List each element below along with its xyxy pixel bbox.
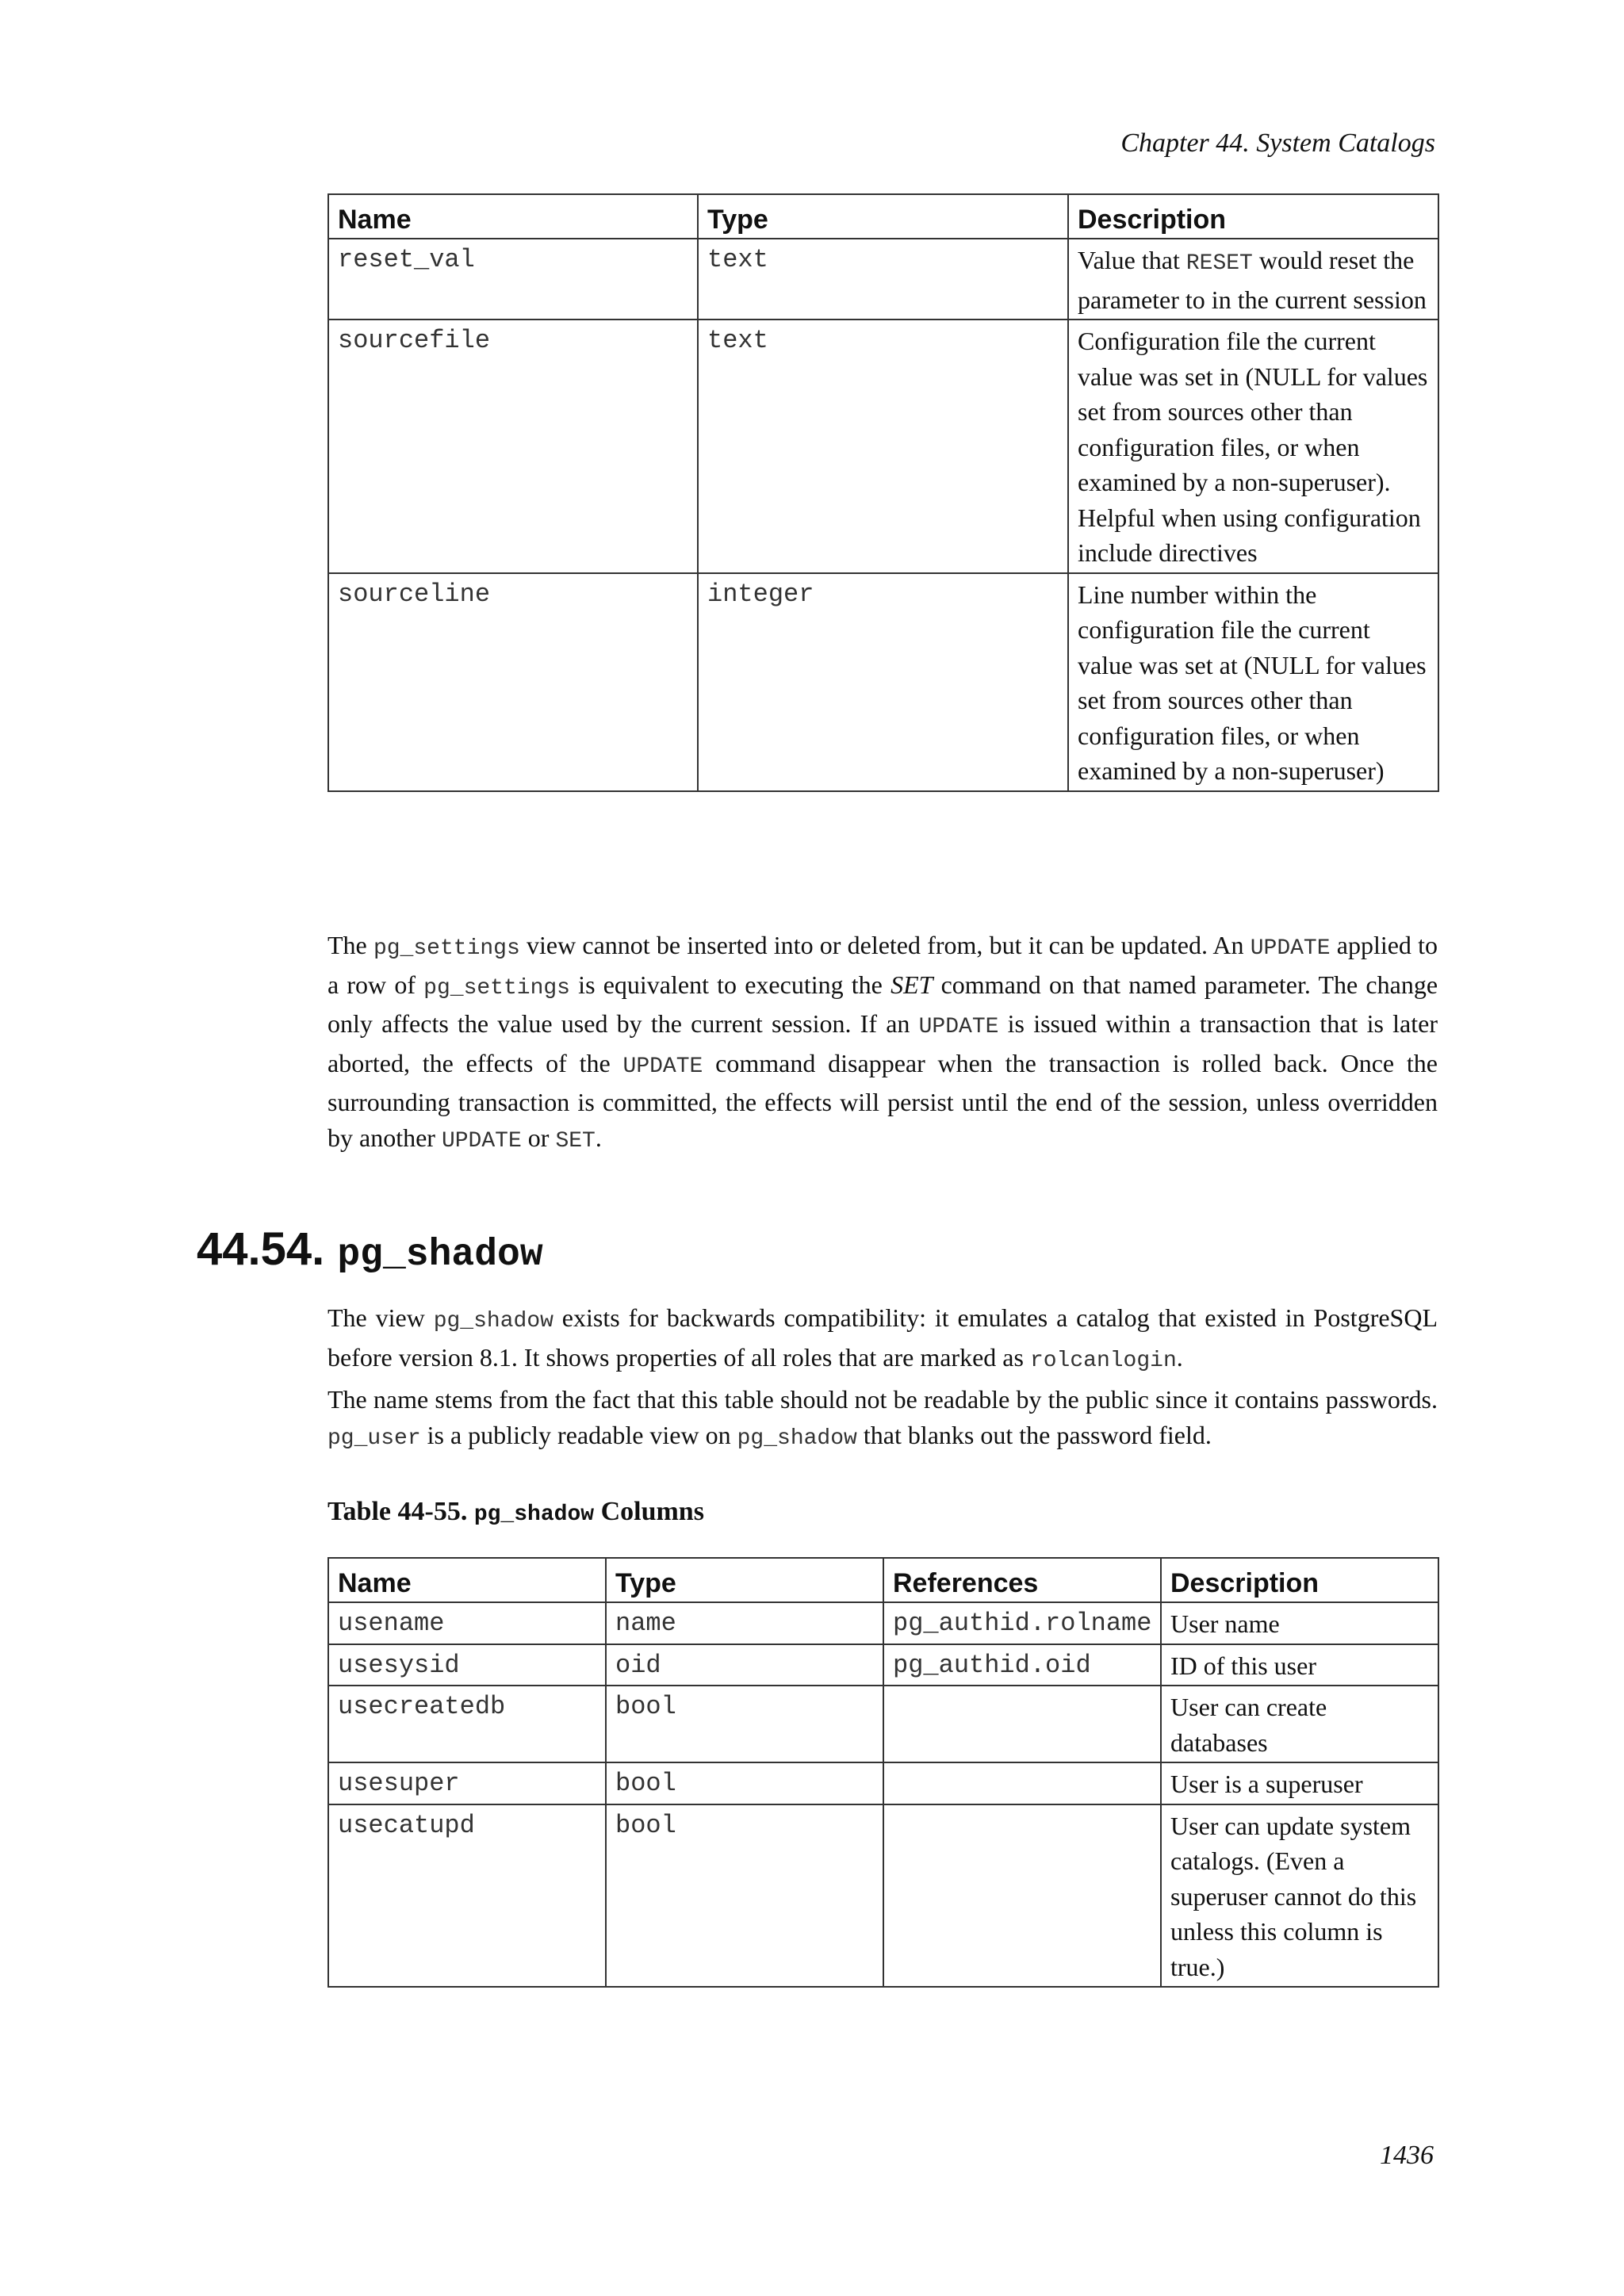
text: The name stems from the fact that this table should not be readable by the public since it contains passwords. [327,1385,1438,1414]
code: pg_shadow [737,1425,857,1451]
cell-name: usecatupd [328,1804,606,1988]
code: pg_shadow [433,1309,553,1334]
page-number: 1436 [1380,2141,1434,2170]
table-row [328,1602,1438,1644]
text: is a publicly readable view on [420,1420,737,1449]
cell-type: integer [698,573,1068,791]
text: The [327,931,373,959]
table-row [328,239,1438,320]
text: view cannot be inserted into or deleted from, but it can be updated. An [519,931,1251,959]
cell-type: text [698,320,1068,573]
cell-description: ID of this user [1161,1644,1438,1686]
code: rolcanlogin [1029,1348,1177,1373]
text: is issued within a transaction that is later aborted, the effects of the [327,1009,1438,1077]
text: . [595,1123,602,1152]
column-header-type: Type [698,194,1068,239]
section-heading [197,1223,543,1276]
section-number: 44.54. [197,1223,338,1275]
table-caption [327,1497,704,1527]
caption-code: pg_shadow [473,1502,595,1527]
column-header-type: Type [606,1558,883,1602]
cell-description: User can update system catalogs. (Even a superuser cannot do this unless this column is true.) [1161,1804,1438,1988]
cell-type: bool [606,1762,883,1804]
cell-references [883,1686,1161,1762]
cell-type: text [698,239,1068,320]
code: SET [555,1128,596,1154]
code: UPDATE [918,1015,999,1040]
section-name: pg_shadow [337,1234,543,1276]
table-header-row [328,194,1438,239]
cell-description: Line number within the configuration file the current value was set at (NULL for values set from sources other than configuration files, or when examined by a non-superuser) [1068,573,1438,791]
code: UPDATE [441,1128,522,1154]
table-row [328,1686,1438,1762]
text: is equivalent to executing the [570,970,891,999]
cell-description: User is a superuser [1161,1762,1438,1804]
code: pg_settings [423,975,570,1001]
emphasis: SET [891,970,933,999]
text: command disappear when the transaction is rolled back. Once the surrounding transaction is committed, the effects will persist until the end of the session, unless overridden by another [327,1048,1438,1152]
cell-references: pg_authid.rolname [883,1602,1161,1644]
column-header-description: Description [1161,1558,1438,1602]
cell-type: oid [606,1644,883,1686]
table-row [328,320,1438,573]
cell-name: sourcefile [328,320,698,573]
code: UPDATE [1250,936,1331,961]
text: applied to a row of [327,931,1438,999]
desc-code: RESET [1185,251,1253,276]
table-header-row [328,1558,1438,1602]
update-paragraph [327,928,1438,1160]
running-header: Chapter 44. System Catalogs [1120,128,1435,158]
cell-type: bool [606,1804,883,1988]
cell-description: User can create databases [1161,1686,1438,1762]
desc-text: would reset the parameter to in the current session [1078,246,1427,314]
code: UPDATE [622,1054,703,1079]
cell-name: usecreatedb [328,1686,606,1762]
caption-prefix: Table 44-55. [327,1497,474,1526]
text: exists for backwards compatibility: it emulates a catalog that existed in PostgreSQL before version 8.1. It shows properties of all roles that are marked as [327,1303,1438,1372]
cell-description: Configuration file the current value was set in (NULL for values set from sources other than configuration files, or when examined by a non-superuser). Helpful when using configuration include directives [1068,320,1438,573]
cell-references [883,1804,1161,1988]
table-row [328,1762,1438,1804]
cell-name: usename [328,1602,606,1644]
column-header-name: Name [328,1558,606,1602]
text: command on that named parameter. The change only affects the value used by the current session. If an [327,970,1438,1039]
column-header-name: Name [328,194,698,239]
cell-name: usesuper [328,1762,606,1804]
cell-type: name [606,1602,883,1644]
text: The view [327,1303,434,1332]
text: that blanks out the password field. [856,1420,1212,1449]
cell-description [1068,239,1438,320]
table-row [328,573,1438,791]
pg-settings-table [327,193,1439,792]
text: or [521,1123,556,1152]
code: pg_settings [373,936,520,961]
caption-suffix: Columns [594,1497,704,1526]
pg-shadow-table [327,1557,1439,1988]
column-header-references: References [883,1558,1161,1602]
table-row [328,1644,1438,1686]
cell-description: User name [1161,1602,1438,1644]
column-header-description: Description [1068,194,1438,239]
code: pg_user [327,1425,421,1451]
cell-references: pg_authid.oid [883,1644,1161,1686]
cell-type: bool [606,1686,883,1762]
cell-name: reset_val [328,239,698,320]
table-row [328,1804,1438,1988]
desc-text: Value that [1078,246,1186,274]
cell-references [883,1762,1161,1804]
cell-name: usesysid [328,1644,606,1686]
cell-name: sourceline [328,573,698,791]
shadow-name-paragraph [327,1382,1438,1456]
text: . [1176,1342,1183,1372]
shadow-intro-paragraph [327,1300,1438,1379]
